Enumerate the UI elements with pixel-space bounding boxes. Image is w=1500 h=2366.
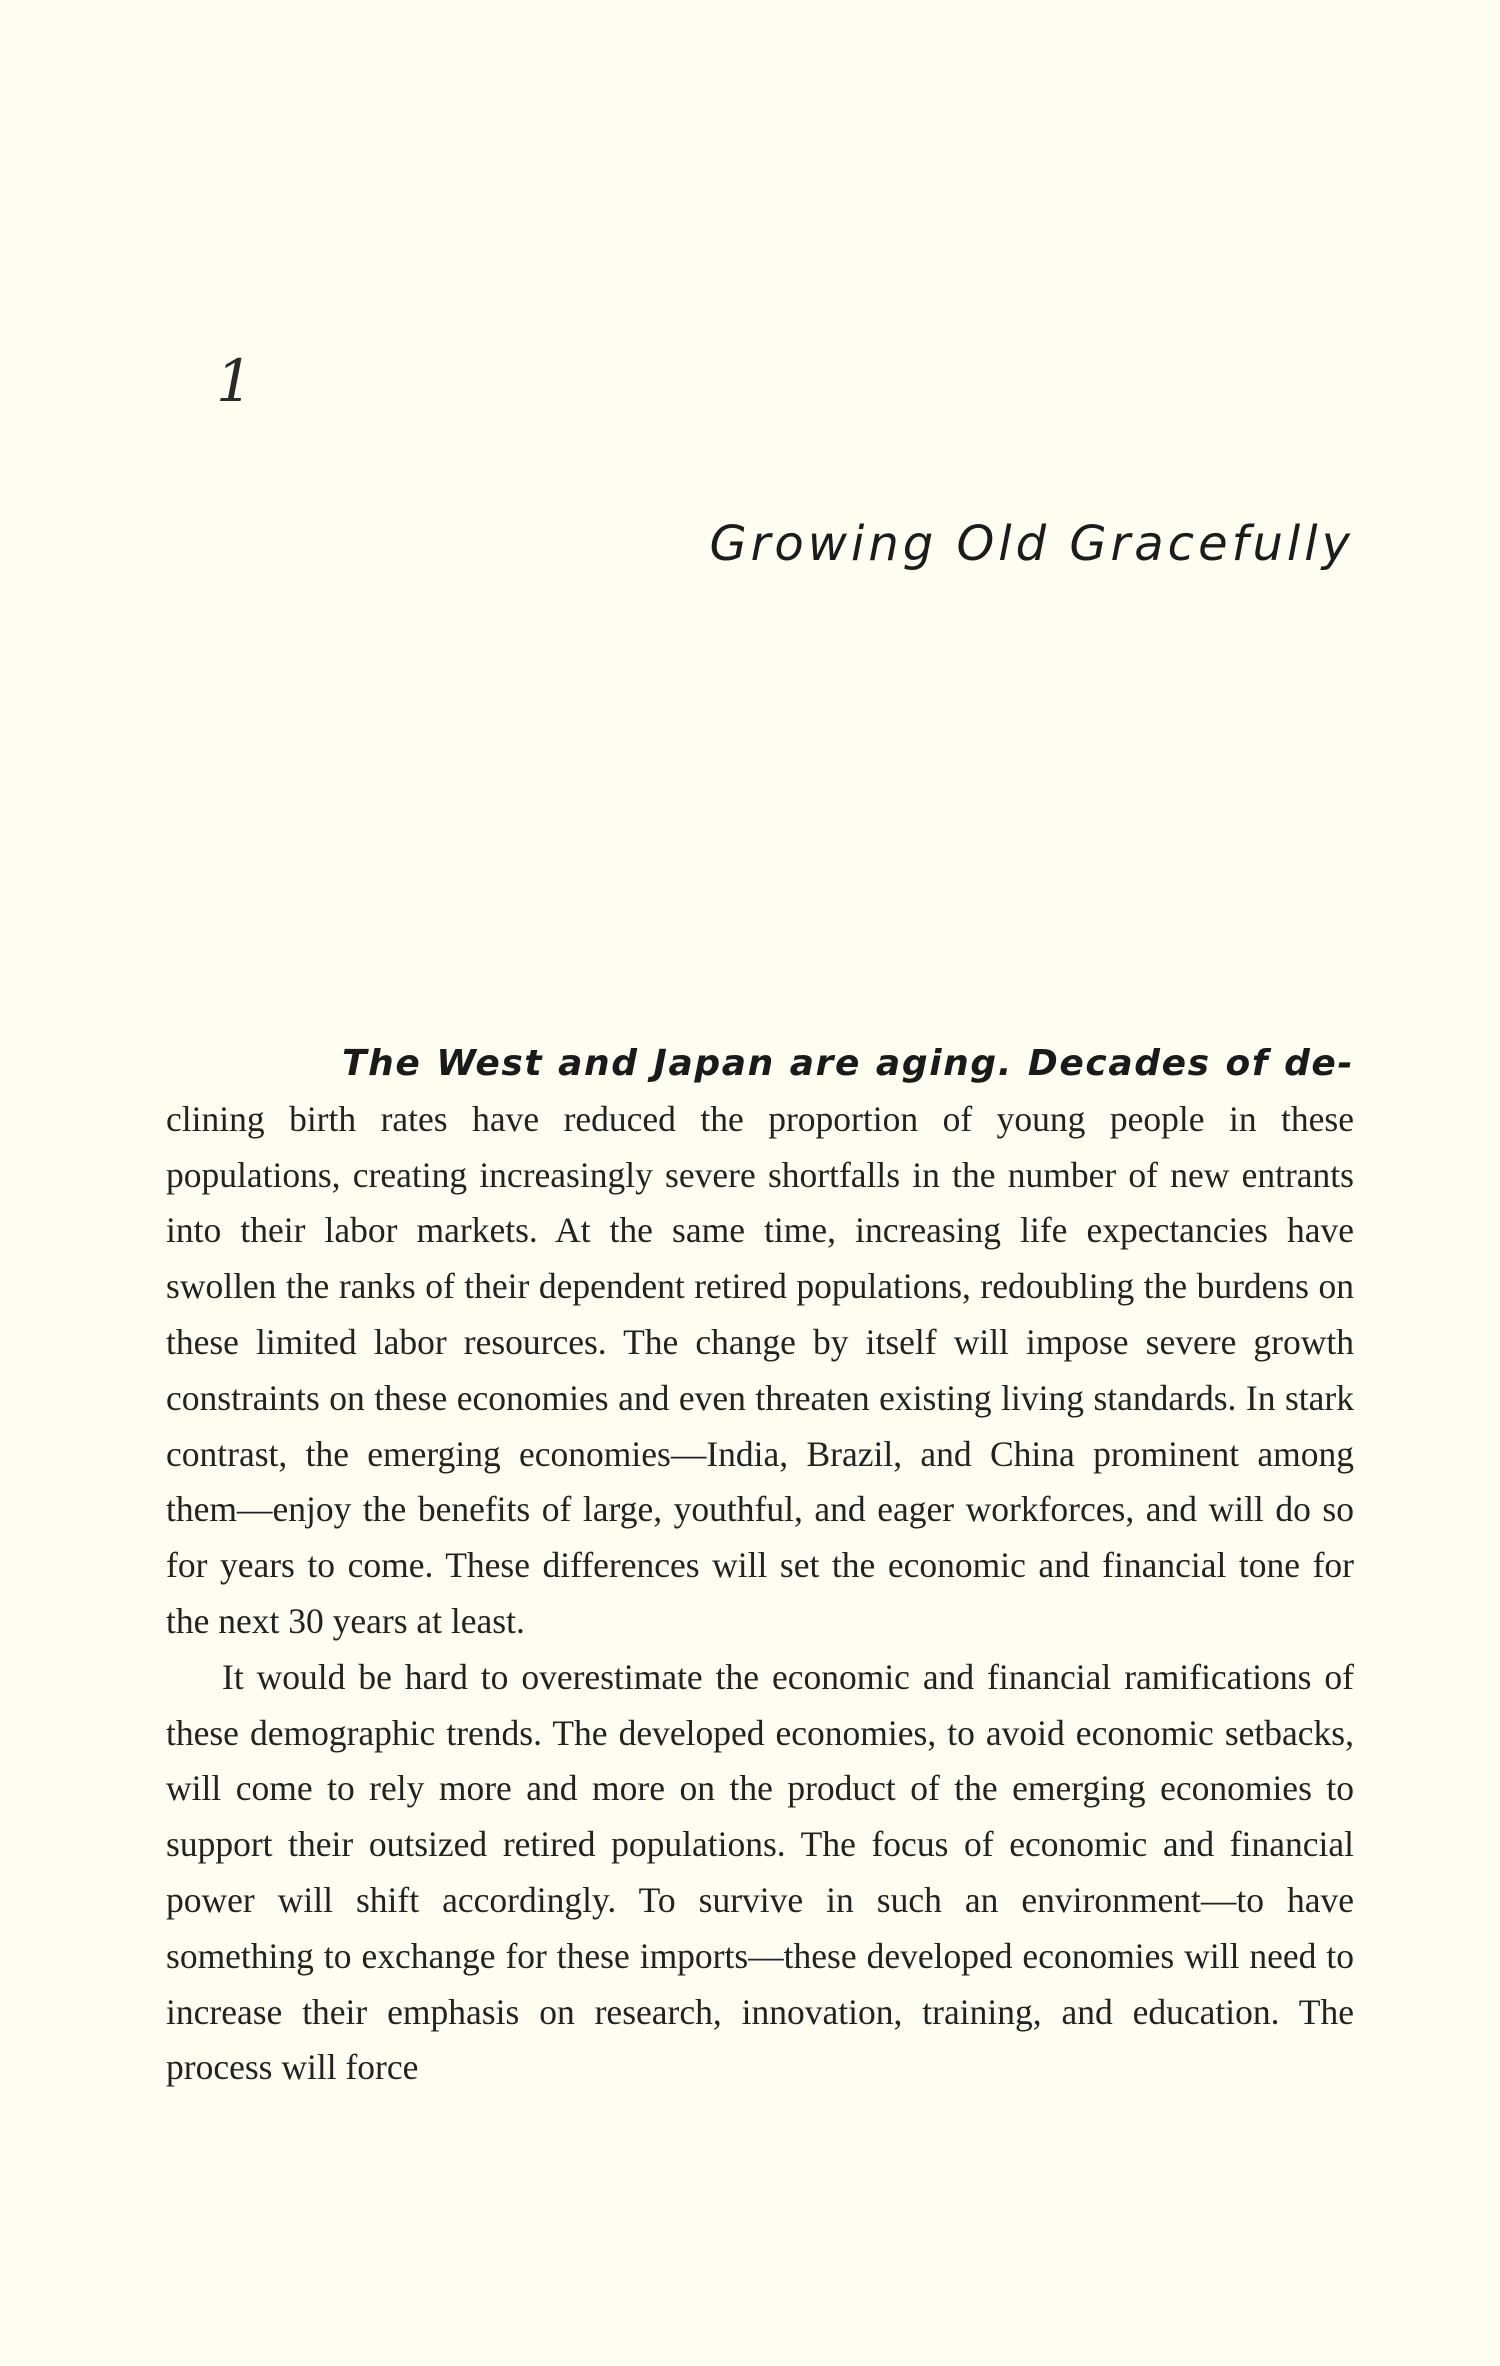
paragraph-1-text: clining birth rates have reduced the proportion of young people in these populations, creating increasingly severe shortfalls in the number of new entrants into their labor markets. At the same time, increasing life expectancies have swollen the ranks of their dependent retired populations, redoubling the burdens on these limited labor resources. The change by itself will impose severe growth constraints on these economies and even threaten existing living standards. In stark contrast, the emerging economies—India, Brazil, and China prominent among them—enjoy the benefits of large, youthful, and eager workforces, and will do so for years to come. These differences will set the economic and financial tone for the next 30 years at least. <box>166 1098 1354 1641</box>
lead-in-text: The West and Japan are aging. Decades of de- <box>342 1043 1354 1084</box>
chapter-title: Growing Old Gracefully <box>709 516 1354 572</box>
paragraph-2: It would be hard to overestimate the economic and financial ramifications of these demographic trends. The developed economies, to avoid economic setbacks, will come to rely more and more on the product of the emerging economies to support their outsized retired populations. The focus of economic and financial power will shift accordingly. To survive in such an environment—to have something to exchange for these imports—these developed economies will need to increase their emphasis on research, innovation, training, and education. The process will force <box>166 1656 1354 2088</box>
chapter-number: 1 <box>216 347 253 415</box>
paragraph-1 <box>166 1036 1354 1650</box>
chapter-body <box>166 1036 1354 2096</box>
